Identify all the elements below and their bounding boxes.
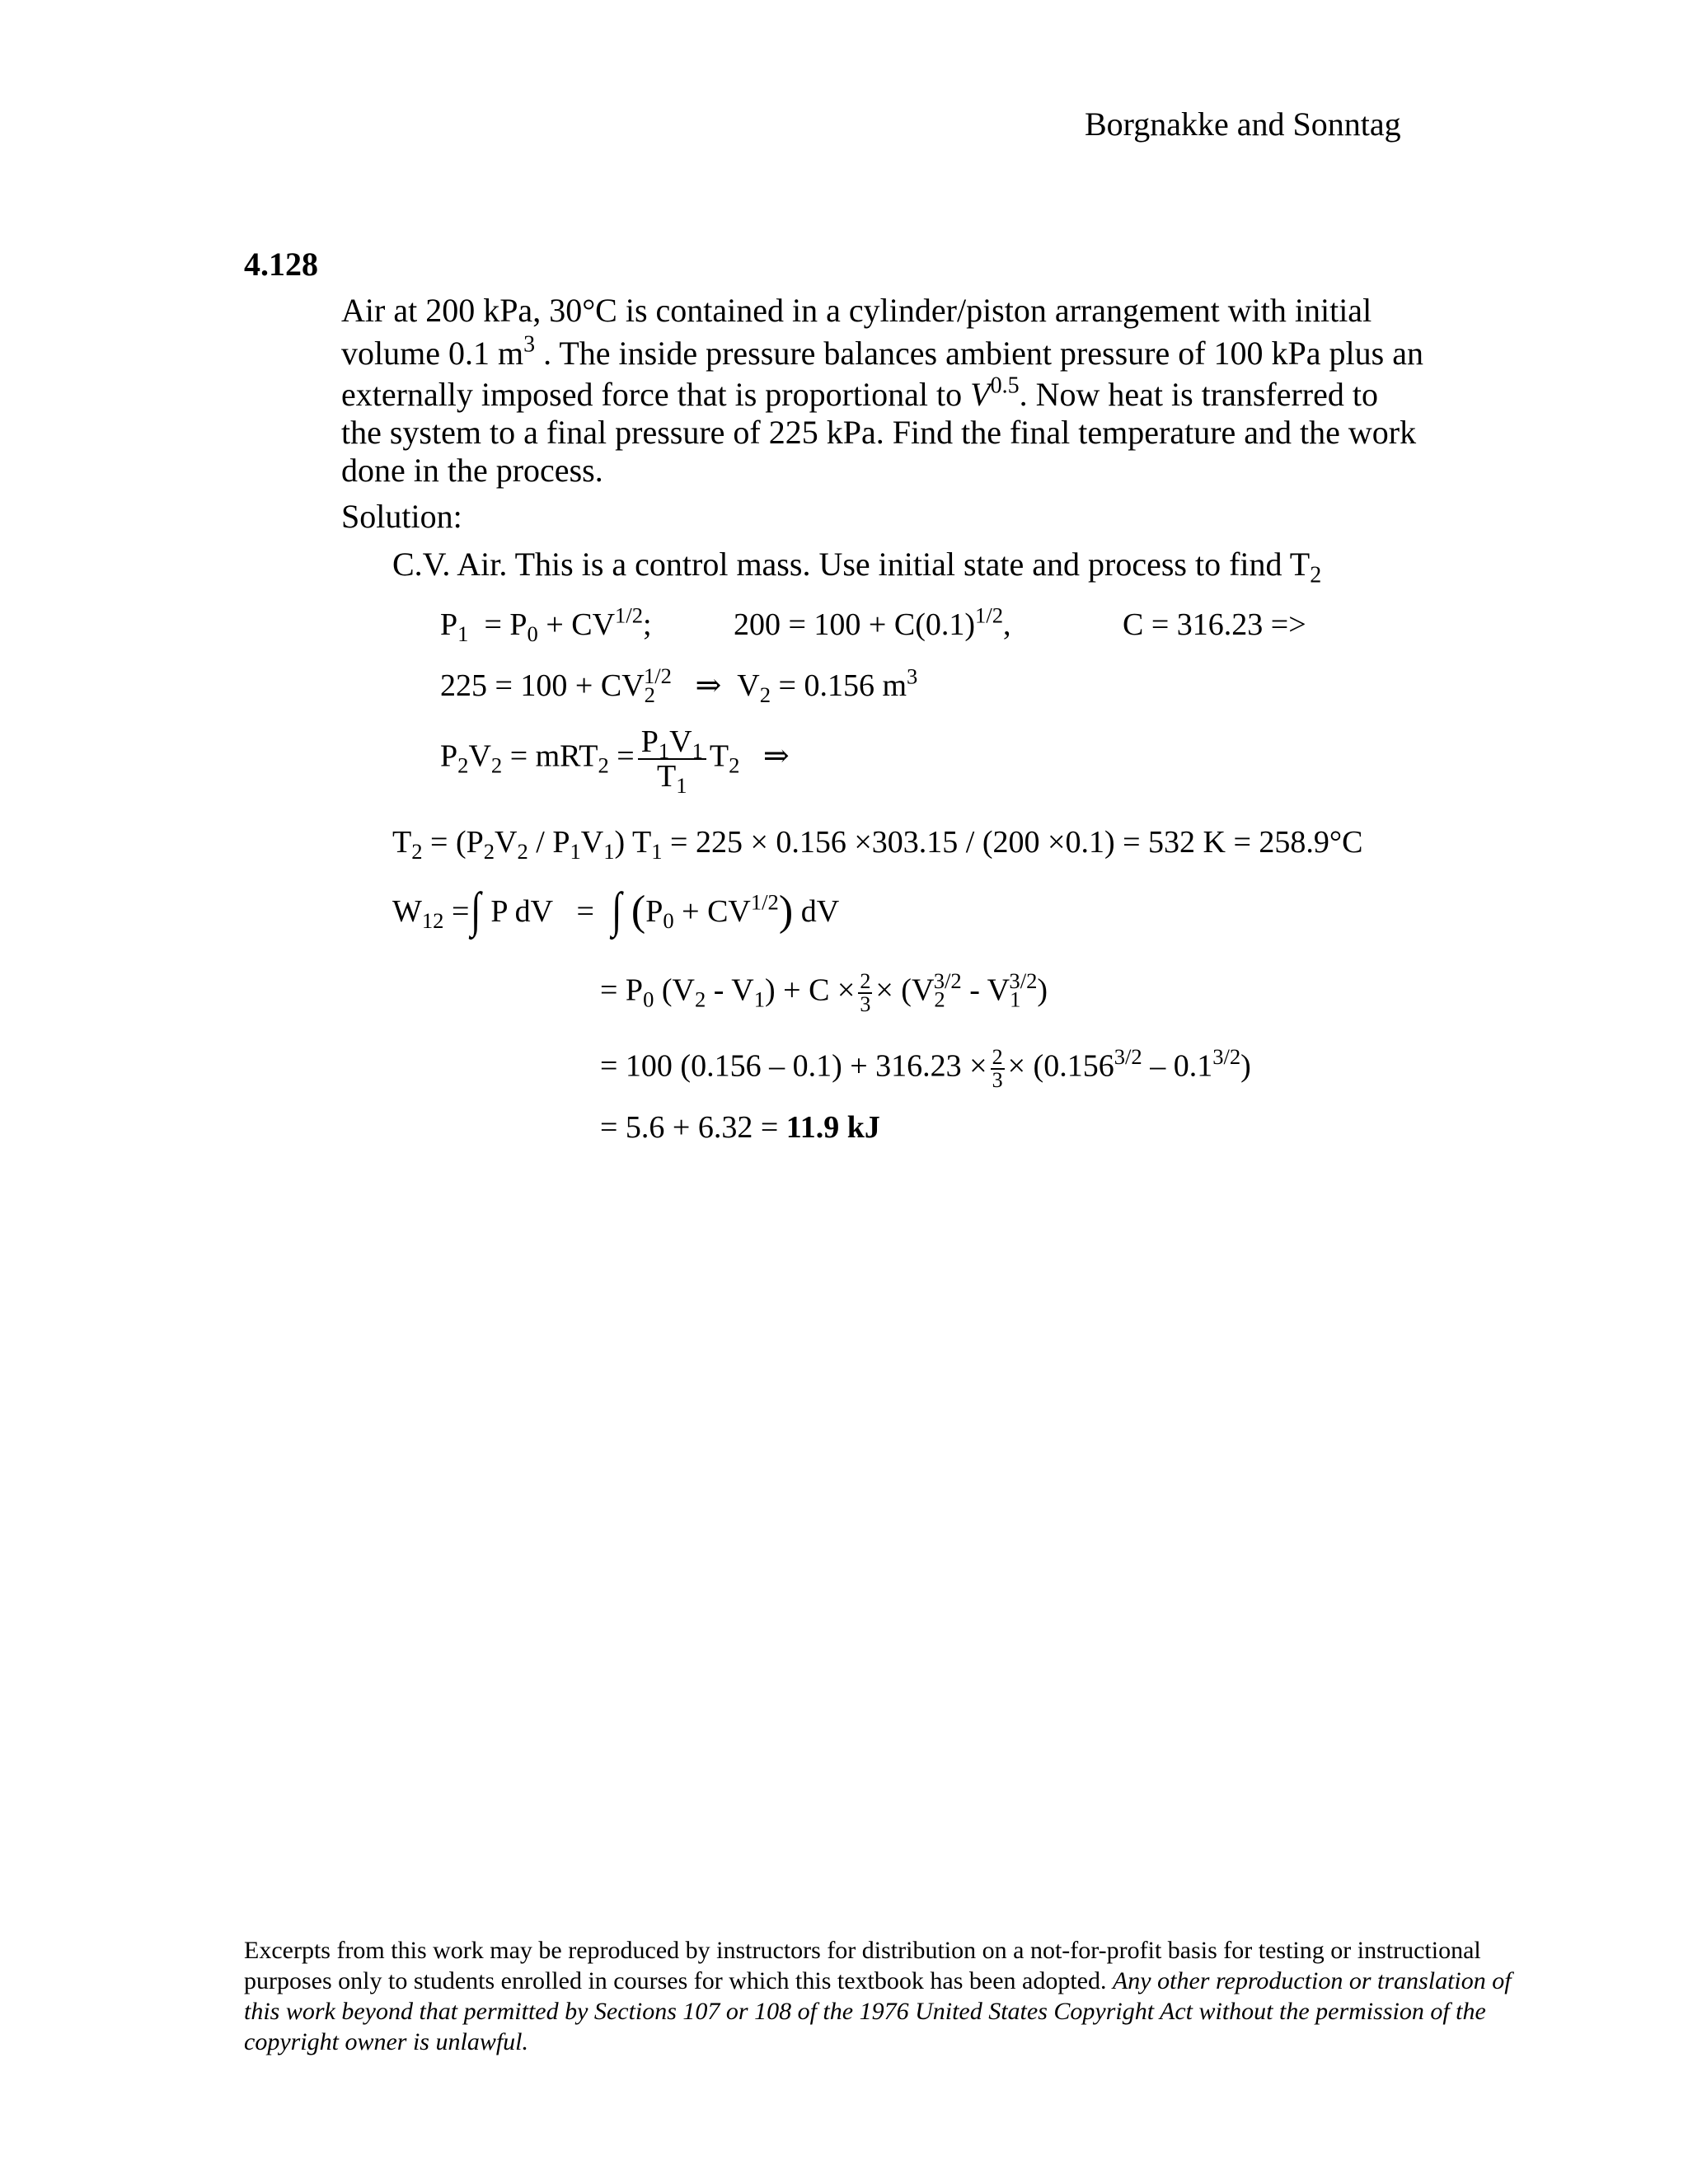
math: = — [608, 738, 635, 774]
subscript: 2 — [644, 682, 655, 707]
math: = P — [600, 972, 644, 1008]
math: ; — [643, 607, 652, 642]
subscript: 1 — [570, 838, 581, 864]
running-header: Borgnakke and Sonntag — [1085, 105, 1401, 143]
superscript: 0.5 — [990, 373, 1020, 399]
superscript: 3/2 — [933, 968, 962, 994]
math: W — [392, 894, 422, 929]
subscript: 0 — [663, 907, 674, 933]
math: – 0.1 — [1142, 1048, 1213, 1084]
subscript: 2 — [517, 838, 528, 864]
math: / P — [528, 825, 570, 860]
subscript: 0 — [643, 987, 654, 1012]
math: dV — [800, 894, 840, 929]
subscript: 2 — [490, 752, 503, 778]
subscript: 2 — [598, 752, 609, 778]
open-paren: ( — [631, 888, 646, 935]
math: T — [657, 759, 677, 794]
math: V — [669, 724, 692, 759]
math: = P — [476, 607, 528, 642]
subscript: 2 — [934, 987, 945, 1012]
math: ) T — [614, 825, 652, 860]
superscript: 3/2 — [1212, 1044, 1241, 1070]
equation-work: $W_{12}$ =∫ P dV = ∫ $(P_0 + CV^{1/2})$ dV — [392, 883, 840, 937]
denominator — [638, 759, 706, 798]
equation-c — [734, 602, 1011, 643]
subscript: 1 — [457, 621, 469, 646]
math: + CV — [537, 607, 616, 642]
superscript: 1/2 — [975, 602, 1003, 628]
numerator: 2 — [992, 1045, 1003, 1069]
equation-c-result: C = 316.23 => — [1123, 607, 1306, 642]
math: × (0.156 — [1007, 1048, 1114, 1084]
subscript: 1 — [1010, 987, 1021, 1012]
math: , — [1003, 607, 1011, 642]
math: - V — [961, 972, 1010, 1008]
subscript: 2 — [1310, 562, 1322, 588]
superscript: 3/2 — [1009, 968, 1038, 994]
equation-p1 — [440, 602, 652, 646]
superscript: 3 — [907, 663, 918, 689]
equation-t2 — [392, 824, 1363, 864]
math: = — [576, 894, 594, 929]
subscript: 1 — [603, 838, 615, 864]
statement-line: the system to a final pressure of 225 kPa. Find the final temperature and the work — [341, 414, 1417, 451]
superscript: 3/2 — [1114, 1044, 1142, 1070]
math: × (V — [875, 972, 935, 1008]
solution-intro — [392, 546, 1322, 588]
subscript: 1 — [651, 838, 663, 864]
math: = — [443, 894, 470, 929]
math: 200 = 100 + C(0.1) — [734, 607, 976, 642]
subscript: 0 — [527, 621, 538, 646]
subscript: 2 — [729, 752, 740, 778]
final-answer: 11.9 kJ — [785, 1110, 880, 1145]
subscript: 2 — [759, 682, 771, 707]
superscript: 1/2 — [643, 663, 672, 689]
fraction — [991, 1047, 1005, 1091]
denominator: 3 — [860, 992, 871, 1016]
subscript: 2 — [483, 838, 495, 864]
subscript: 2 — [411, 838, 423, 864]
subscript: 1 — [753, 987, 765, 1012]
math: V — [737, 668, 760, 703]
equation-v2 — [440, 663, 918, 707]
problem-number: 4.128 — [244, 246, 318, 283]
math: = 0.156 m — [771, 668, 907, 703]
close-paren: ) — [778, 888, 794, 935]
denominator: 3 — [992, 1068, 1003, 1092]
variable: V — [970, 376, 991, 413]
statement-line — [341, 331, 1423, 373]
implies-symbol: ⇒ — [695, 668, 722, 703]
math: 225 = 100 + CV — [440, 668, 645, 703]
subscript: 2 — [457, 752, 469, 778]
math: T — [392, 825, 412, 860]
fraction — [638, 724, 706, 798]
math: + CV — [673, 894, 751, 929]
statement-text: externally imposed force that is proportional to — [341, 376, 971, 413]
math: (V — [654, 972, 695, 1008]
numerator: 2 — [860, 969, 871, 993]
math: P — [645, 894, 663, 929]
solution-label: Solution: — [341, 498, 462, 535]
numerator — [638, 724, 706, 763]
statement-line — [341, 373, 1378, 414]
statement-text: . Now heat is transferred to — [1019, 376, 1378, 413]
math: = 5.6 + 6.32 = — [600, 1110, 786, 1145]
equation-ideal-gas — [440, 724, 790, 798]
math: = (P — [422, 825, 484, 860]
intro-text: C.V. Air. This is a control mass. Use initial state and process to find T — [392, 546, 1311, 583]
math: P — [640, 724, 659, 759]
fraction — [858, 971, 872, 1015]
math: ) — [1037, 972, 1048, 1008]
footer-italic-text: Any other reproduction or translation of this work beyond that permitted by Sections 107 or 108 of the 1976 United States Copyright Act without the permission of the copyright owner is unlawful. — [244, 1967, 1512, 2055]
footer-text: Excerpts from this work may be reproduced by instructors for distribution on a not-for-profit basis for testing or instructional purposes only to students enrolled in courses for which this textbook has been adopted. — [244, 1937, 1481, 1994]
statement-line: done in the process. — [341, 452, 603, 489]
subscript: 1 — [692, 738, 703, 763]
copyright-footer — [244, 1935, 1530, 2057]
math: ) + C × — [765, 972, 856, 1008]
math: = 225 × 0.156 ×303.15 / (200 ×0.1) = 532 K = 258.9°C — [662, 825, 1363, 860]
math: V — [580, 825, 604, 860]
subscript: 2 — [694, 987, 706, 1012]
subscript: 12 — [421, 907, 444, 933]
equation-work-general — [600, 968, 1048, 1016]
equation-work-result — [600, 1109, 880, 1146]
superscript: 1/2 — [615, 602, 644, 628]
implies-symbol: ⇒ — [762, 738, 790, 774]
subscript: 1 — [676, 772, 687, 798]
equation-work-numeric — [600, 1044, 1251, 1092]
subscript: 1 — [658, 738, 670, 763]
superscript: 3 — [523, 331, 536, 358]
math: V — [468, 738, 491, 774]
superscript: 1/2 — [750, 889, 779, 915]
math: P — [440, 607, 458, 642]
statement-line: Air at 200 kPa, 30°C is contained in a cylinder/piston arrangement with initial — [341, 292, 1372, 329]
math: V — [495, 825, 518, 860]
math: = mRT — [502, 738, 598, 774]
statement-text: . The inside pressure balances ambient pressure of 100 kPa plus an — [535, 335, 1423, 372]
math: T — [709, 738, 729, 774]
math: ) — [1240, 1048, 1251, 1084]
statement-text: volume 0.1 m — [341, 335, 524, 372]
math: - V — [706, 972, 754, 1008]
math: = 100 (0.156 – 0.1) + 316.23 × — [600, 1048, 987, 1084]
math: P dV — [490, 894, 554, 929]
math: P — [440, 738, 458, 774]
